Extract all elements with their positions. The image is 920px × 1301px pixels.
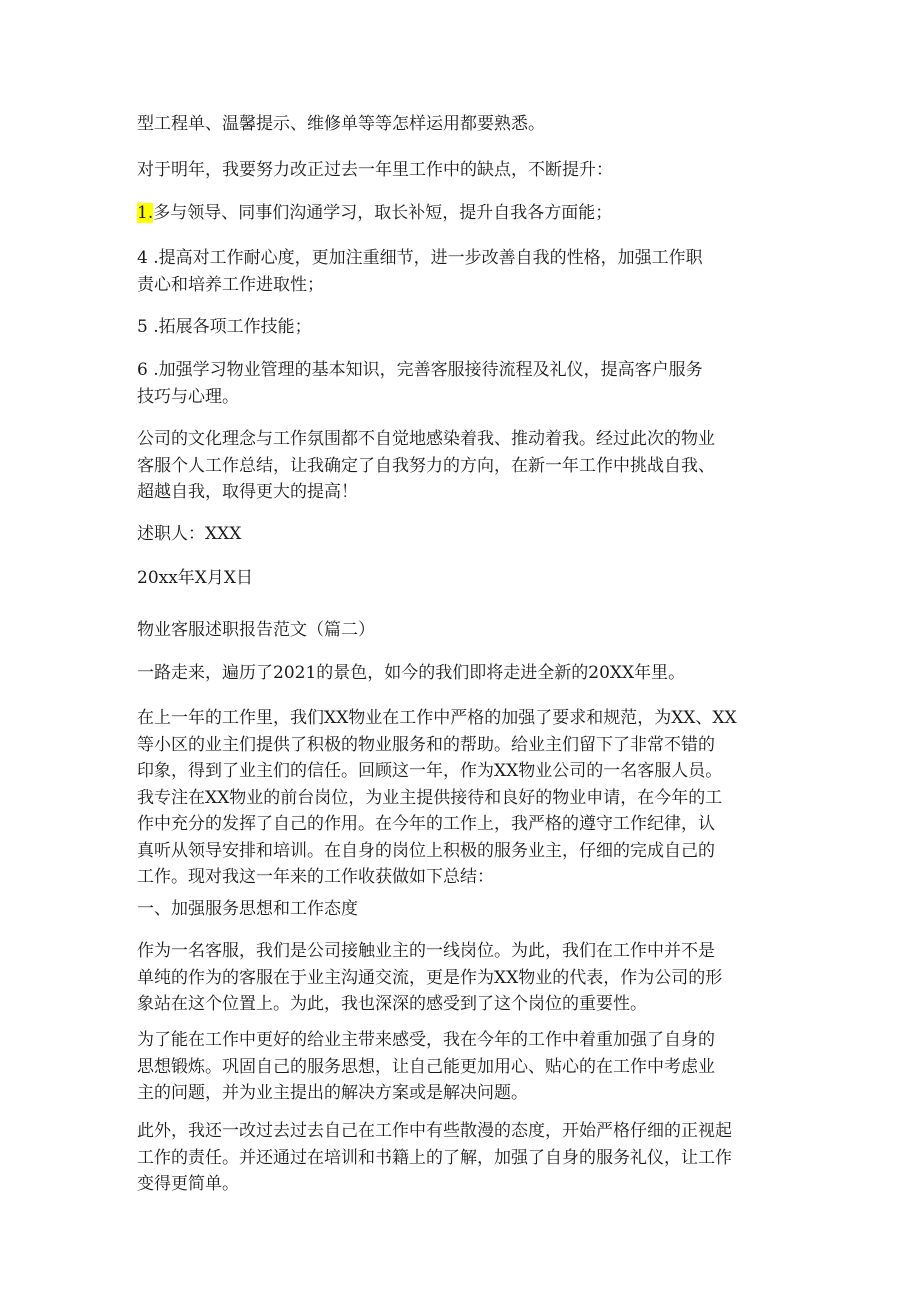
paragraph-last-year-work	[137, 705, 777, 891]
list-item-1	[137, 200, 777, 227]
text-line: 作中充分的发挥了自己的作用。在今年的工作上，我严格的遵守工作纪律，认	[137, 814, 715, 834]
text-line: 述职人：XXX	[137, 524, 242, 544]
text-line: 6 .加强学习物业管理的基本知识，完善客服接待流程及礼仪，提高客户服务	[137, 360, 703, 380]
section-title	[137, 617, 777, 644]
text-line: 此外，我还一改过去过去自己在工作中有些散漫的态度，开始严格仔细的正视起	[137, 1121, 732, 1141]
text-line: 象站在这个位置上。为此，我也深深的感受到了这个岗位的重要性。	[137, 994, 647, 1014]
text-line: 物业客服述职报告范文（篇二）	[137, 620, 375, 640]
text-line: 为了能在工作中更好的给业主带来感受，我在今年的工作中着重加强了自身的	[137, 1030, 715, 1050]
text-line: 等小区的业主们提供了积极的物业服务和的帮助。给业主们留下了非常不错的	[137, 734, 715, 755]
paragraph-frontline-role	[137, 938, 777, 1018]
text-line: 工作。现对我这一年来的工作收获做如下总结：	[137, 867, 494, 887]
signature-reporter	[137, 521, 777, 548]
signature-date	[137, 565, 777, 592]
text-line: 真听从领导安排和培训。在自身的岗位上积极的服务业主，仔细的完成自己的	[137, 840, 715, 861]
text-line: 思想锻炼。巩固自己的服务思想，让自己能更加用心、贴心的在工作中考虑业	[137, 1056, 715, 1077]
text-line: 在上一年的工作里，我们XX物业在工作中严格的加强了要求和规范，为XX、XX	[137, 708, 737, 728]
list-item-6	[137, 357, 777, 410]
text-line: 4 .提高对工作耐心度，更加注重细节，进一步改善自我的性格，加强工作职	[137, 248, 703, 268]
text-line: 印象，得到了业主们的信任。回顾这一年，作为XX物业公司的一名客服人员。	[137, 761, 723, 781]
text-line: 20xx年X月X日	[137, 568, 254, 588]
text-line: 主的问题，并为业主提出的解决方案或是解决问题。	[137, 1083, 528, 1103]
list-item-5	[137, 314, 777, 341]
text-line: 工作的责任。并还通过在培训和书籍上的了解，加强了自身的服务礼仪，让工作	[137, 1147, 732, 1168]
paragraph-next-year	[137, 157, 777, 184]
text-line: 超越自我，取得更大的提高！	[137, 482, 358, 502]
text-line: 5 .拓展各项工作技能；	[137, 317, 312, 337]
list-item-4	[137, 245, 777, 298]
paragraph-culture	[137, 426, 777, 506]
text-line: 一路走来，遍历了2021的景色，如今的我们即将走进全新的20XX年里。	[137, 663, 686, 683]
text-line: 客服个人工作总结，让我确定了自我努力的方向，在新一年工作中挑战自我、	[137, 455, 715, 476]
text-line: 作为一名客服，我们是公司接触业主的一线岗位。为此，我们在工作中并不是	[137, 941, 715, 961]
paragraph-attitude-change	[137, 1118, 777, 1198]
text-line: 一、加强服务思想和工作态度	[137, 899, 358, 919]
paragraph-intro-line	[137, 111, 777, 138]
paragraph-opening	[137, 660, 777, 687]
text-line: 多与领导、同事们沟通学习，取长补短，提升自我各方面能；	[153, 203, 613, 223]
text-line: 单纯的作为的客服在于业主沟通交流，更是作为XX物业的代表，作为公司的形	[137, 967, 723, 988]
text-line: 技巧与心理。	[137, 386, 239, 407]
highlighted-list-number: 1.	[137, 203, 154, 223]
subheading-service-attitude	[137, 896, 777, 923]
text-line: 责心和培养工作进取性；	[137, 274, 324, 295]
text-line: 型工程单、温馨提示、维修单等等怎样运用都要熟悉。	[137, 114, 545, 134]
text-line: 公司的文化理念与工作氛围都不自觉地感染着我、推动着我。经过此次的物业	[137, 429, 715, 449]
text-line: 变得更简单。	[137, 1174, 239, 1194]
paragraph-thought-training	[137, 1027, 777, 1107]
text-line: 我专注在XX物业的前台岗位，为业主提供接待和良好的物业申请，在今年的工	[137, 787, 723, 808]
text-line: 对于明年，我要努力改正过去一年里工作中的缺点，不断提升：	[137, 160, 613, 180]
